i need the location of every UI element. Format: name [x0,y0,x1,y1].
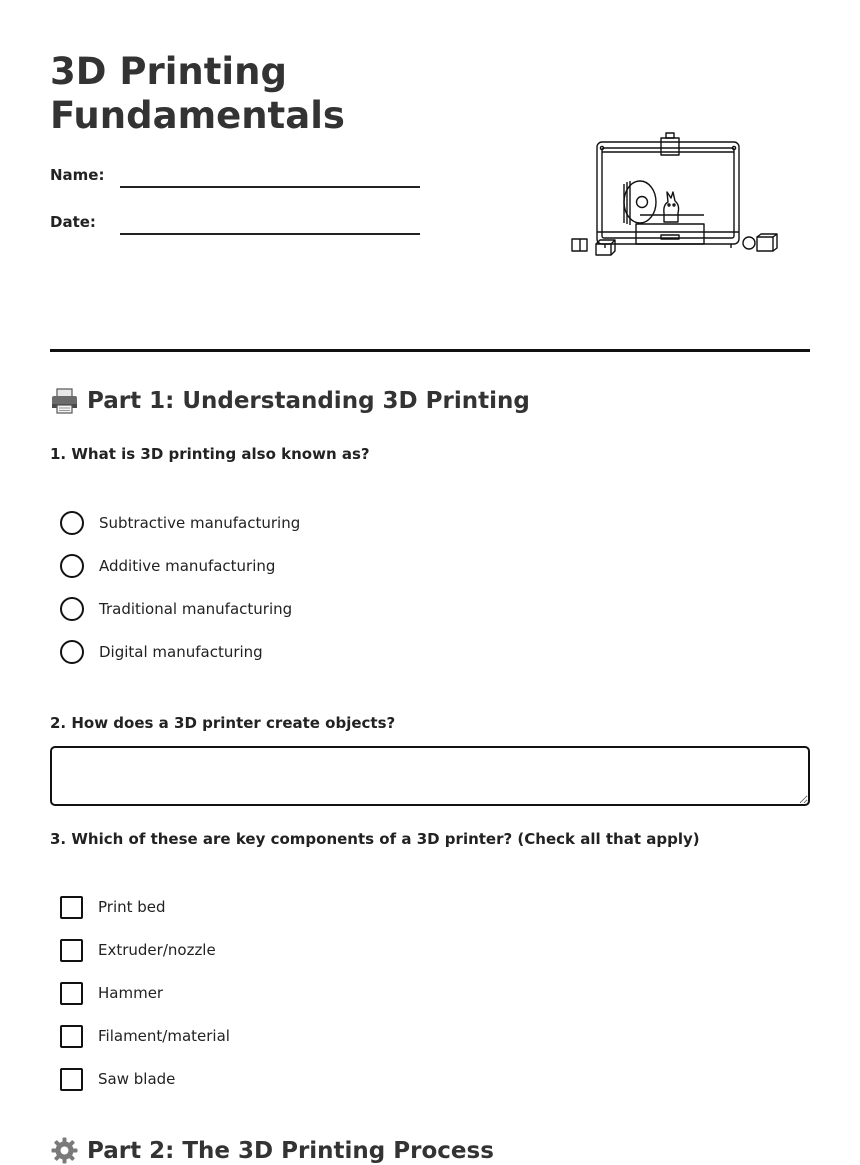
option-label: Extruder/nozzle [98,941,216,959]
option-label: Hammer [98,984,164,1002]
part2-title: Part 2: The 3D Printing Process [87,1137,494,1164]
checkbox[interactable] [60,896,83,919]
worksheet-title [50,50,470,138]
q1-option-1[interactable] [60,511,300,535]
checkbox[interactable] [60,982,83,1005]
q3-option-2[interactable] [60,938,216,962]
radio-button[interactable] [60,511,84,535]
date-field[interactable] [50,213,420,239]
option-label: Saw blade [98,1070,176,1088]
question-1: 1. What is 3D printing also known as? [50,445,370,463]
q1-option-4[interactable] [60,640,263,664]
q3-option-1[interactable] [60,895,166,919]
date-input-line[interactable] [120,233,420,235]
question-3: 3. Which of these are key components of a 3D printer? (Check all that apply) [50,830,700,848]
option-label: Subtractive manufacturing [99,514,301,532]
title-line-1: 3D Printing [50,50,287,93]
radio-button[interactable] [60,554,84,578]
part1-heading [50,386,530,415]
q3-option-4[interactable] [60,1024,230,1048]
question-2: 2. How does a 3D printer create objects? [50,714,396,732]
q1-option-2[interactable] [60,554,275,578]
date-label: Date: [50,213,96,231]
option-label: Digital manufacturing [99,643,263,661]
q1-option-3[interactable] [60,597,292,621]
checkbox[interactable] [60,1025,83,1048]
checkbox[interactable] [60,1068,83,1091]
name-input-line[interactable] [120,186,420,188]
option-label: Filament/material [98,1027,230,1045]
radio-button[interactable] [60,640,84,664]
q2-answer-input[interactable] [50,746,810,806]
option-label: Print bed [98,898,166,916]
q3-option-3[interactable] [60,981,163,1005]
part1-title: Part 1: Understanding 3D Printing [87,387,530,414]
option-label: Additive manufacturing [99,557,276,575]
checkbox[interactable] [60,939,83,962]
q3-option-5[interactable] [60,1067,175,1091]
header-divider [50,349,810,352]
name-field[interactable] [50,166,420,192]
name-label: Name: [50,166,105,184]
option-label: Traditional manufacturing [99,600,293,618]
3d-printer-illustration [568,128,778,260]
title-line-2: Fundamentals [50,94,345,137]
radio-button[interactable] [60,597,84,621]
printer-icon [50,386,79,415]
